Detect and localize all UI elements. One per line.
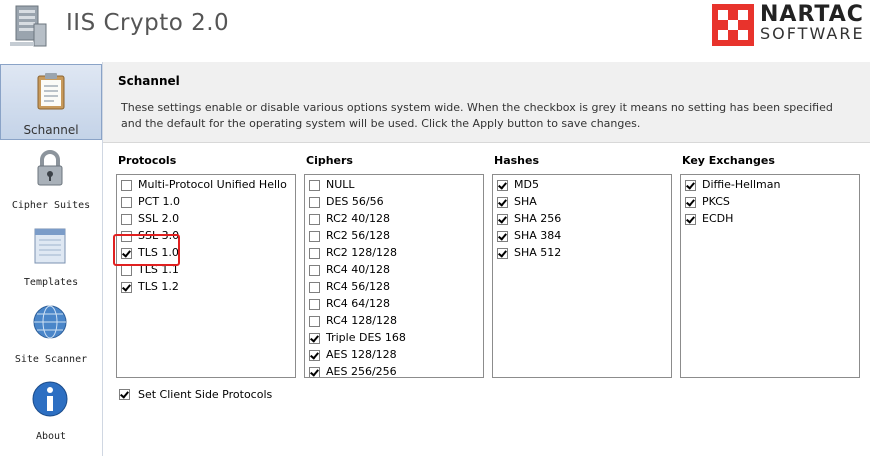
- list-item-label: SHA 384: [514, 229, 562, 242]
- checkbox[interactable]: [309, 350, 320, 361]
- list-item-label: SHA: [514, 195, 537, 208]
- list-item-label: RC4 64/128: [326, 297, 390, 310]
- list-item-label: RC2 56/128: [326, 229, 390, 242]
- list-item-label: NULL: [326, 178, 355, 191]
- checkbox[interactable]: [309, 299, 320, 310]
- hashes-title: Hashes: [494, 154, 540, 167]
- list-item-label: MD5: [514, 178, 539, 191]
- checkbox[interactable]: [309, 367, 320, 378]
- list-item-label: RC4 56/128: [326, 280, 390, 293]
- list-item-label: SHA 256: [514, 212, 562, 225]
- list-item-label: TLS 1.1: [138, 263, 179, 276]
- ciphers-title: Ciphers: [306, 154, 353, 167]
- protocols-title: Protocols: [118, 154, 177, 167]
- sidebar-item-about[interactable]: [0, 373, 102, 449]
- logo-company-subtitle: SOFTWARE: [760, 24, 865, 43]
- list-item-label: AES 256/256: [326, 365, 397, 378]
- checkbox[interactable]: [121, 197, 132, 208]
- list-item-label: Triple DES 168: [326, 331, 406, 344]
- checkbox[interactable]: [309, 180, 320, 191]
- server-icon: [8, 4, 48, 48]
- list-item-label: TLS 1.0: [138, 246, 179, 259]
- lock-icon: [30, 148, 70, 188]
- checkbox[interactable]: [685, 180, 696, 191]
- list-item-label: RC2 128/128: [326, 246, 397, 259]
- sidebar-item-label: Schannel: [23, 123, 79, 137]
- checkbox[interactable]: [121, 214, 132, 225]
- list-item-label: TLS 1.2: [138, 280, 179, 293]
- list-item-label: Multi-Protocol Unified Hello: [138, 178, 287, 191]
- sidebar-item-label: Templates: [23, 277, 79, 288]
- app-title: IIS Crypto 2.0: [66, 10, 230, 36]
- info-icon: [30, 379, 70, 419]
- key-exchanges-list[interactable]: [680, 174, 860, 378]
- schannel-panel: [103, 62, 870, 456]
- checkbox[interactable]: [497, 180, 508, 191]
- checkbox[interactable]: [121, 180, 132, 191]
- key-exchanges-title: Key Exchanges: [682, 154, 775, 167]
- checkbox[interactable]: [309, 265, 320, 276]
- nartac-logo: [712, 4, 870, 46]
- template-icon: [30, 225, 70, 265]
- checkbox[interactable]: [497, 248, 508, 259]
- list-item-label: SHA 512: [514, 246, 562, 259]
- checkbox[interactable]: [685, 214, 696, 225]
- clipboard-icon: [31, 71, 71, 111]
- checkbox[interactable]: [309, 333, 320, 344]
- list-item-label: RC4 128/128: [326, 314, 397, 327]
- checkbox[interactable]: [309, 282, 320, 293]
- checkbox[interactable]: [121, 282, 132, 293]
- sidebar-item-templates[interactable]: [0, 219, 102, 295]
- checkbox[interactable]: [309, 316, 320, 327]
- sidebar: [0, 62, 103, 456]
- list-item-label: PKCS: [702, 195, 730, 208]
- protocols-list[interactable]: [116, 174, 296, 378]
- list-item-label: RC4 40/128: [326, 263, 390, 276]
- section-title: Schannel: [118, 74, 180, 88]
- checkbox[interactable]: [309, 197, 320, 208]
- list-item-label: RC2 40/128: [326, 212, 390, 225]
- checkbox[interactable]: [497, 197, 508, 208]
- checkbox[interactable]: [309, 214, 320, 225]
- checkbox[interactable]: [685, 197, 696, 208]
- section-header: [103, 62, 870, 143]
- sidebar-item-label: About: [35, 431, 67, 442]
- sidebar-item-label: Cipher Suites: [11, 200, 91, 211]
- list-item-label: SSL 2.0: [138, 212, 180, 225]
- section-description: These settings enable or disable various options system wide. When the checkbox is grey it means no setting has been specified and the default for the operating system will be used. Click the Apply button to save changes.: [121, 101, 833, 130]
- checkbox[interactable]: [309, 248, 320, 259]
- checkbox[interactable]: [497, 231, 508, 242]
- list-item-label: Diffie-Hellman: [702, 178, 781, 191]
- checkbox[interactable]: [309, 231, 320, 242]
- globe-icon: [30, 302, 70, 342]
- nartac-logo-mark-icon: [712, 4, 754, 46]
- sidebar-item-schannel[interactable]: [0, 64, 102, 140]
- checkbox[interactable]: [121, 265, 132, 276]
- sidebar-item-site-scanner[interactable]: [0, 296, 102, 372]
- app-header: [0, 0, 870, 60]
- list-item-label: ECDH: [702, 212, 734, 225]
- logo-company-name: NARTAC: [760, 2, 864, 27]
- list-item-label: DES 56/56: [326, 195, 384, 208]
- set-client-side-protocols-label: Set Client Side Protocols: [138, 388, 273, 401]
- hashes-list[interactable]: [492, 174, 672, 378]
- list-item-label: SSL 3.0: [138, 229, 180, 242]
- checkbox[interactable]: [497, 214, 508, 225]
- checkbox[interactable]: [119, 389, 130, 400]
- sidebar-item-cipher-suites[interactable]: [0, 142, 102, 218]
- list-item-label: AES 128/128: [326, 348, 397, 361]
- list-item-label: PCT 1.0: [138, 195, 181, 208]
- tls-highlight-box: [113, 234, 180, 266]
- ciphers-list[interactable]: [304, 174, 484, 378]
- sidebar-item-label: Site Scanner: [14, 354, 88, 365]
